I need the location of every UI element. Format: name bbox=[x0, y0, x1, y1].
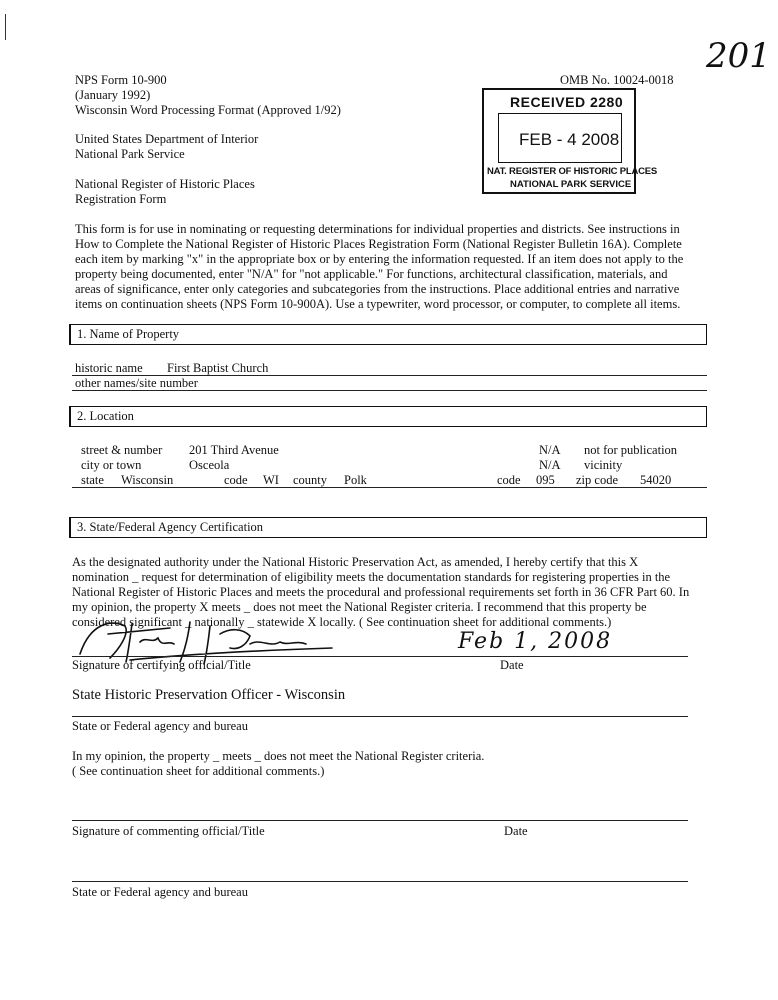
state-code-label: code bbox=[224, 473, 248, 487]
intro-line: property being documented, enter "N/A" for "not applicable." For functions, architectural classification, materials, and bbox=[75, 267, 668, 281]
other-names-label: other names/site number bbox=[75, 376, 198, 390]
section-3-header bbox=[69, 517, 707, 538]
historic-name-value: First Baptist Church bbox=[167, 361, 269, 375]
state-label: state bbox=[81, 473, 104, 487]
state-value: Wisconsin bbox=[121, 473, 174, 487]
other-names-rule bbox=[72, 390, 707, 391]
signature-rule bbox=[72, 656, 688, 657]
opinion-line-2: ( See continuation sheet for additional comments.) bbox=[72, 764, 325, 778]
handwritten-page-number: 201 bbox=[706, 36, 771, 76]
location-rule bbox=[72, 487, 707, 488]
county-value: Polk bbox=[344, 473, 367, 487]
street-label: street & number bbox=[81, 443, 163, 457]
stamp-register-line: NAT. REGISTER OF HISTORIC PLACES bbox=[487, 166, 658, 177]
street-na: N/A bbox=[539, 443, 561, 457]
certification-line: nomination _ request for determination of eligibility meets the documentation standards for registering properties in the bbox=[72, 570, 671, 584]
certification-line: As the designated authority under the National Historic Preservation Act, as amended, I hereby certify that this X bbox=[72, 555, 639, 569]
city-value: Osceola bbox=[189, 458, 230, 472]
program-line-2: Registration Form bbox=[75, 192, 167, 206]
stamp-park-service-line: NATIONAL PARK SERVICE bbox=[510, 179, 632, 190]
county-code-value: 095 bbox=[536, 473, 555, 487]
date-label: Date bbox=[500, 658, 524, 672]
not-for-publication-label: not for publication bbox=[584, 443, 678, 457]
certification-line: National Register of Historic Places and meets the procedural and professional requirements set forth in 36 CFR Part 60. In bbox=[72, 585, 690, 599]
received-stamp bbox=[482, 88, 658, 194]
vicinity-label: vicinity bbox=[584, 458, 623, 472]
intro-line: areas of significance, enter only categories and subcategories from the instructions. Place additional entries and narrative bbox=[75, 282, 680, 296]
program-line-1: National Register of Historic Places bbox=[75, 177, 255, 191]
commenting-date-label: Date bbox=[504, 824, 528, 838]
officer-title: State Historic Preservation Officer - Wisconsin bbox=[72, 687, 346, 703]
agency-line-2: National Park Service bbox=[75, 147, 185, 161]
street-value: 201 Third Avenue bbox=[189, 443, 279, 457]
agency-rule bbox=[72, 716, 688, 717]
stamp-received: RECEIVED 2280 bbox=[510, 94, 624, 110]
certification-line: considered significant _ nationally _ statewide X locally. ( See continuation sheet for additional comments.) bbox=[72, 615, 612, 629]
county-label: county bbox=[293, 473, 328, 487]
state-code-value: WI bbox=[263, 473, 279, 487]
city-na: N/A bbox=[539, 458, 561, 472]
section-2-title: 2. Location bbox=[77, 409, 134, 423]
handwritten-date: Feb 1, 2008 bbox=[458, 629, 613, 654]
commenting-signature-label: Signature of commenting official/Title bbox=[72, 824, 265, 838]
form-date: (January 1992) bbox=[75, 88, 151, 102]
format-note: Wisconsin Word Processing Format (Approved 1/92) bbox=[75, 103, 341, 117]
intro-line: each item by marking "x" in the appropriate box or by entering the information requested. If an item does not apply to the bbox=[75, 252, 684, 266]
stamp-date-box bbox=[498, 113, 622, 163]
zip-value: 54020 bbox=[640, 473, 672, 487]
commenting-signature-rule bbox=[72, 820, 688, 821]
county-code-label: code bbox=[497, 473, 521, 487]
agency-label-2: State or Federal agency and bureau bbox=[72, 885, 248, 899]
signature-label: Signature of certifying official/Title bbox=[72, 658, 251, 672]
section-1-header bbox=[69, 324, 707, 345]
historic-name-label: historic name bbox=[75, 361, 143, 375]
omb-number: OMB No. 10024-0018 bbox=[560, 73, 674, 87]
intro-line: How to Complete the National Register of Historic Places Registration Form (National Register Bulletin 16A). Complete bbox=[75, 237, 682, 251]
certification-line: my opinion, the property X meets _ does not meet the National Register criteria. I recommend that this property be bbox=[72, 600, 647, 614]
intro-paragraph bbox=[75, 222, 683, 312]
intro-line: This form is for use in nominating or requesting determinations for individual properties and districts. See instructions in bbox=[75, 222, 680, 236]
agency-rule-2 bbox=[72, 881, 688, 882]
city-label: city or town bbox=[81, 458, 142, 472]
opinion-line-1: In my opinion, the property _ meets _ does not meet the National Register criteria. bbox=[72, 749, 485, 763]
agency-line-1: United States Department of Interior bbox=[75, 132, 259, 146]
stamp-date: FEB - 4 2008 bbox=[519, 130, 620, 149]
zip-label: zip code bbox=[576, 473, 618, 487]
scan-edge-mark bbox=[5, 14, 6, 40]
form-id: NPS Form 10-900 bbox=[75, 73, 167, 87]
section-1-title: 1. Name of Property bbox=[77, 327, 180, 341]
section-2-header bbox=[69, 406, 707, 427]
section-3-title: 3. State/Federal Agency Certification bbox=[77, 520, 264, 534]
intro-line: items on continuation sheets (NPS Form 10-900A). Use a typewriter, word processor, or computer, to complete all items. bbox=[75, 297, 681, 311]
agency-label: State or Federal agency and bureau bbox=[72, 719, 248, 733]
